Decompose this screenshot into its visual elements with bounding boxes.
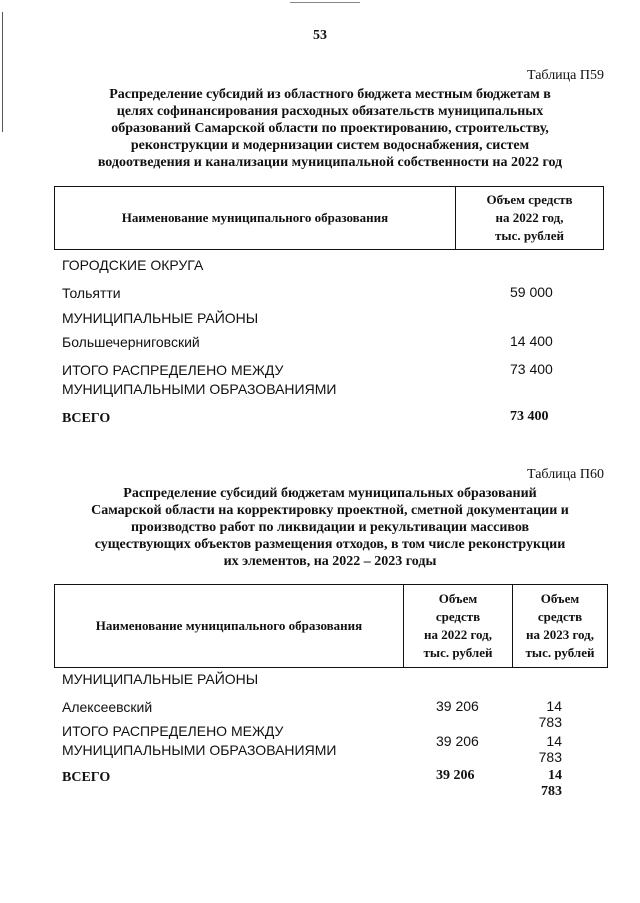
title-line: существующих объектов размещения отходов, в том числе реконструкции: [94, 537, 566, 552]
row-name-line: ИТОГО РАСПРЕДЕЛЕНО МЕЖДУ: [62, 362, 284, 378]
table-header-p59: [54, 186, 604, 250]
header-line: Объем: [540, 591, 580, 606]
header-line: Объем средств: [486, 192, 573, 207]
header-line: средств: [435, 609, 481, 624]
row-name: Тольятти: [62, 285, 121, 301]
title-line: образований Самарской области по проектированию, строительству,: [111, 121, 549, 136]
row-name: Большечерниговский: [62, 334, 200, 350]
header-col-2023: [513, 585, 608, 668]
row-value-2022: 39 206: [436, 733, 479, 749]
header-name: Наименование муниципального образования: [55, 187, 456, 250]
header-col-2022: [456, 187, 604, 250]
table-title-p59: [60, 86, 600, 171]
title-line: водоотведения и канализации муниципальной собственности на 2022 год: [97, 155, 563, 170]
page-number: 53: [313, 28, 327, 43]
row-name: ГОРОДСКИЕ ОКРУГА: [62, 257, 204, 273]
row-name-line: ИТОГО РАСПРЕДЕЛЕНО МЕЖДУ: [62, 723, 284, 739]
title-line: Самарской области на корректировку проектной, сметной документации и: [91, 503, 569, 518]
header-line: на 2023 год,: [525, 627, 595, 642]
header-line: тыс. рублей: [495, 228, 564, 243]
row-name: МУНИЦИПАЛЬНЫЕ РАЙОНЫ: [62, 310, 259, 326]
title-line: Распределение субсидий из областного бюджета местным бюджетам в: [109, 87, 551, 102]
row-value-2023: 14 783: [538, 733, 562, 765]
row-value-2023: 14 783: [538, 698, 562, 730]
title-line: их элементов, на 2022 – 2023 годы: [223, 554, 437, 569]
table-label-p60: Таблица П60: [527, 467, 604, 482]
header-line: средств: [537, 609, 583, 624]
row-value-2022: 59 000: [510, 284, 553, 300]
scan-artifact-top: [290, 2, 360, 3]
header-line: на 2022 год,: [423, 627, 493, 642]
row-name-line: МУНИЦИПАЛЬНЫМИ ОБРАЗОВАНИЯМИ: [62, 381, 337, 397]
row-value-2023: 14 783: [541, 768, 562, 799]
row-name-line: МУНИЦИПАЛЬНЫМИ ОБРАЗОВАНИЯМИ: [62, 742, 337, 758]
row-value-2022: 14 400: [510, 333, 553, 349]
header-col-2022: [404, 585, 513, 668]
header-line: на 2022 год,: [495, 210, 564, 225]
table-label-p59: Таблица П59: [527, 68, 604, 83]
row-value-2022: 73 400: [510, 361, 553, 377]
table-header-p60: [54, 584, 608, 668]
row-name: МУНИЦИПАЛЬНЫЕ РАЙОНЫ: [62, 671, 259, 687]
header-line: Объем: [438, 591, 478, 606]
row-value-2022: 39 206: [436, 698, 479, 714]
title-line: производство работ по ликвидации и рекультивации массивов: [130, 520, 530, 535]
title-line: Распределение субсидий бюджетам муниципальных образований: [123, 486, 537, 501]
row-name: [62, 361, 336, 399]
table-title-p60: [60, 485, 600, 570]
row-name: ВСЕГО: [62, 411, 111, 426]
row-name: Алексеевский: [62, 699, 153, 715]
header-line: тыс. рублей: [423, 645, 493, 660]
row-name: [62, 722, 336, 760]
header-line: тыс. рублей: [525, 645, 595, 660]
row-value-2022: 73 400: [510, 409, 549, 424]
header-name: Наименование муниципального образования: [55, 585, 404, 668]
title-line: реконструкции и модернизации систем водоснабжения, систем: [130, 138, 530, 153]
row-name: ВСЕГО: [62, 770, 111, 785]
title-line: целях софинансирования расходных обязательств муниципальных: [116, 104, 544, 119]
row-value-2022: 39 206: [436, 768, 475, 783]
